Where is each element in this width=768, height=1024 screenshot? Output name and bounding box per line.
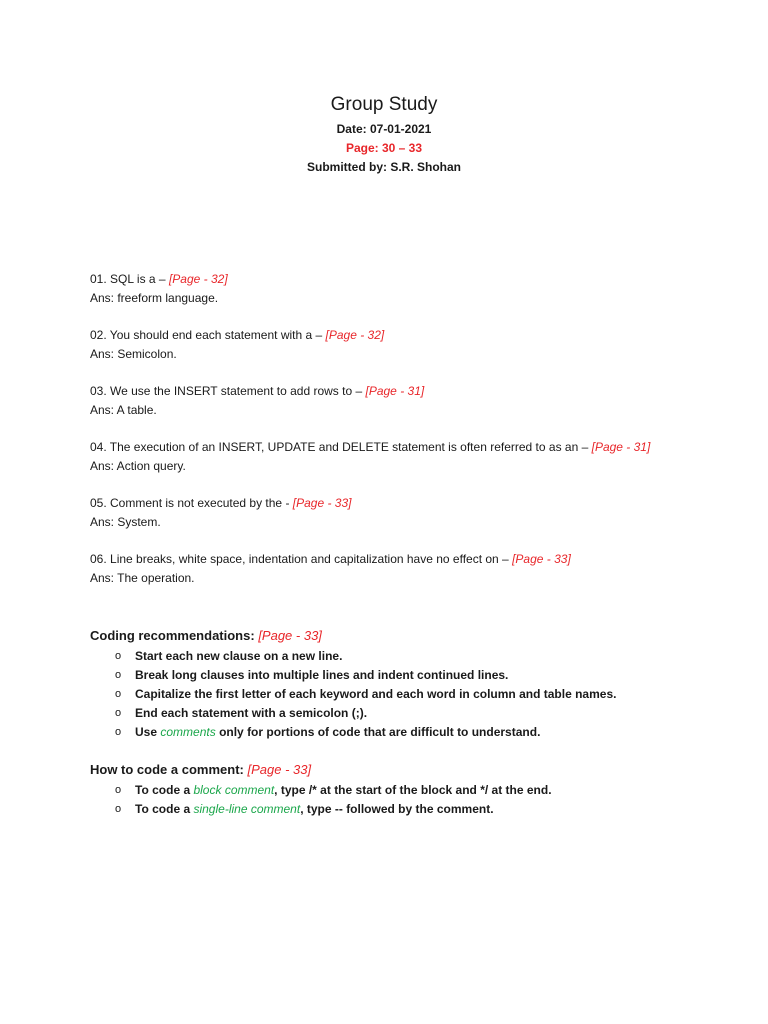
section-heading: [90, 626, 730, 645]
list-item-text: , type /* at the start of the block and */ at the end.: [274, 783, 552, 797]
section-heading: [90, 760, 730, 779]
answer-text: Ans: A table.: [90, 403, 157, 417]
question-text: [90, 550, 730, 569]
answer-text: Ans: Action query.: [90, 459, 186, 473]
page-reference: [Page - 33]: [258, 628, 322, 643]
code-comment-section: [90, 760, 730, 819]
submitted-by: Submitted by: S.R. Shohan: [306, 160, 461, 174]
list-item-text: End each statement with a semicolon (;).: [135, 706, 368, 720]
highlighted-term: comments: [160, 725, 216, 739]
circle-bullet-icon: o: [115, 707, 122, 719]
answer-text: Ans: freeform language.: [90, 291, 219, 305]
list-item-text: Use: [135, 725, 158, 739]
highlighted-term: single-line comment: [193, 802, 301, 816]
question-item: [90, 550, 730, 588]
section-heading-text: How to code a comment:: [90, 762, 244, 777]
list-item-text: only for portions of code that are difficult to understand.: [219, 725, 541, 739]
question-label: 04. The execution of an INSERT, UPDATE and DELETE statement is often referred to as an –: [90, 440, 589, 454]
circle-bullet-icon: o: [115, 726, 122, 738]
comment-list: [90, 781, 730, 819]
list-item: [90, 685, 730, 704]
circle-bullet-icon: o: [115, 650, 122, 662]
question-item: [90, 438, 730, 476]
answer-text: Ans: Semicolon.: [90, 347, 177, 361]
question-text: [90, 326, 730, 345]
question-label: 03. We use the INSERT statement to add rows to –: [90, 384, 363, 398]
question-item: [90, 382, 730, 420]
page-title: Group Study: [330, 94, 438, 115]
page-reference: [Page - 32]: [168, 272, 228, 286]
list-item-text: Capitalize the first letter of each keyword and each word in column and table names.: [135, 687, 617, 701]
recommendation-list: [90, 647, 730, 742]
document-header: [0, 93, 768, 177]
answer-text: Ans: System.: [90, 515, 161, 529]
list-item: [90, 666, 730, 685]
question-text: [90, 382, 730, 401]
question-text: [90, 270, 730, 289]
page-reference: [Page - 33]: [292, 496, 352, 510]
question-text: [90, 494, 730, 513]
question-label: 05. Comment is not executed by the -: [90, 496, 290, 510]
list-item-text: Start each new clause on a new line.: [135, 649, 343, 663]
circle-bullet-icon: o: [115, 803, 122, 815]
question-label: 02. You should end each statement with a –: [90, 328, 323, 342]
circle-bullet-icon: o: [115, 688, 122, 700]
circle-bullet-icon: o: [115, 784, 122, 796]
question-text: [90, 438, 730, 457]
page-reference: [Page - 33]: [512, 552, 571, 566]
highlighted-term: block comment: [193, 783, 275, 797]
question-label: 06. Line breaks, white space, indentation and capitalization have no effect on –: [90, 552, 509, 566]
list-item: [90, 647, 730, 666]
page-reference: [Page - 33]: [247, 762, 312, 777]
answer-text: Ans: The operation.: [90, 571, 195, 585]
circle-bullet-icon: o: [115, 669, 122, 681]
list-item: [90, 704, 730, 723]
date-line: Date: 07-01-2021: [336, 122, 432, 136]
list-item: [90, 723, 730, 742]
question-item: [90, 326, 730, 364]
list-item-text: Break long clauses into multiple lines and indent continued lines.: [135, 668, 509, 682]
page-range: Page: 30 – 33: [345, 141, 423, 155]
section-heading-text: Coding recommendations:: [90, 628, 255, 643]
question-list: [90, 270, 730, 606]
list-item: [90, 800, 730, 819]
list-item-text: To code a: [135, 802, 191, 816]
coding-recommendations-section: [90, 626, 730, 742]
question-label: 01. SQL is a –: [90, 272, 166, 286]
question-item: [90, 494, 730, 532]
list-item: [90, 781, 730, 800]
list-item-text: , type -- followed by the comment.: [300, 802, 494, 816]
page-reference: [Page - 32]: [325, 328, 385, 342]
page-reference: [Page - 31]: [591, 440, 651, 454]
list-item-text: To code a: [135, 783, 191, 797]
page-reference: [Page - 31]: [365, 384, 425, 398]
question-item: [90, 270, 730, 308]
